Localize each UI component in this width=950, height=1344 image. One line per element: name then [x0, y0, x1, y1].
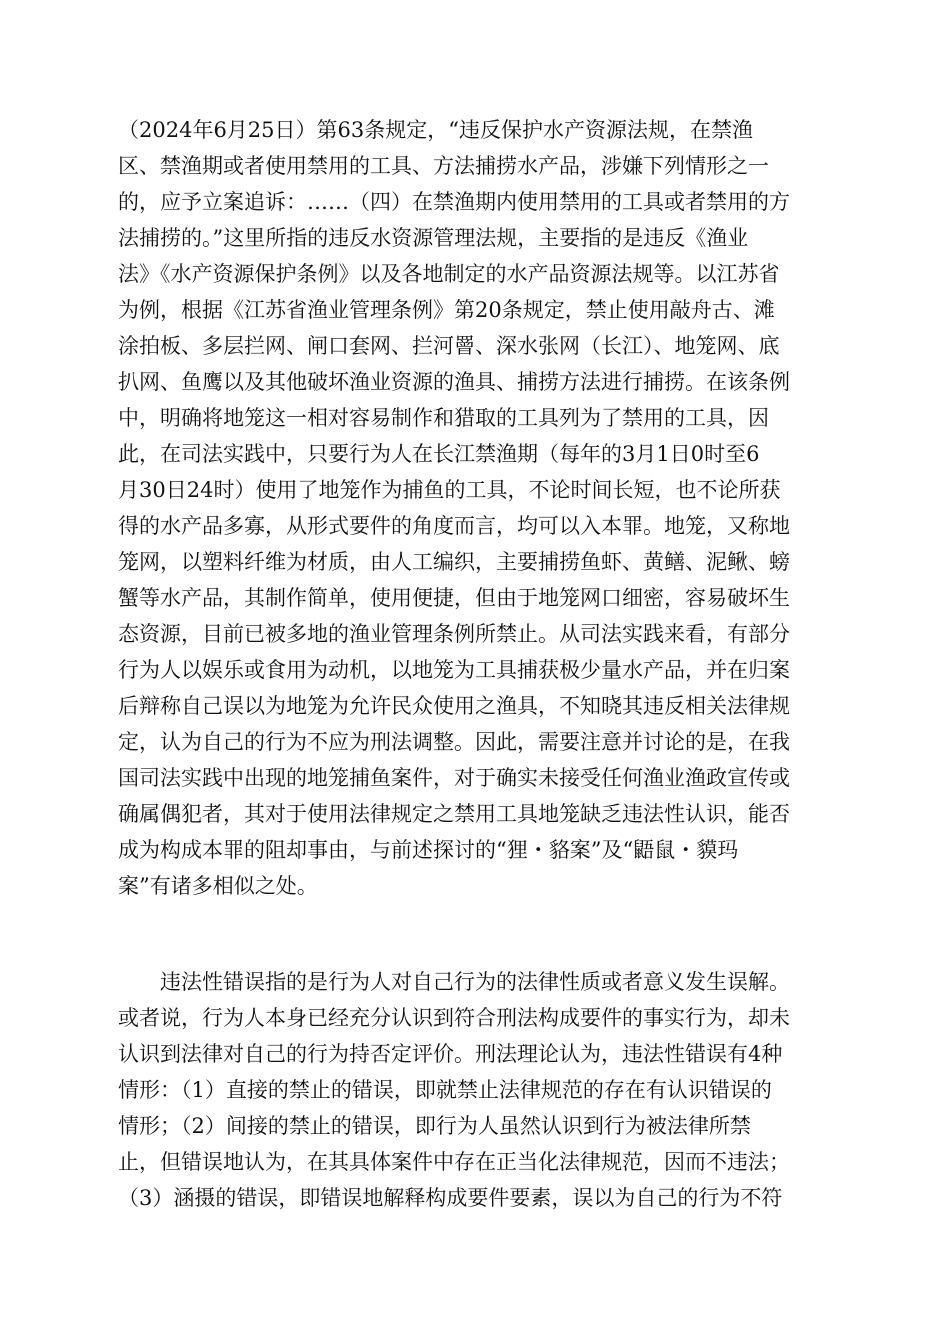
paragraph-2-line-5: 情形；（2）间接的禁止的错误，即行为人虽然认识到行为被法律所禁	[118, 1114, 751, 1138]
paragraph-1-line-22: 案”有诸多相似之处。	[118, 874, 318, 898]
paragraph-1-line-15: 态资源，目前已被多地的渔业管理条例所禁止。从司法实践来看，有部分	[118, 622, 790, 646]
paragraph-1-line-9: 中，明确将地笼这一相对容易制作和猎取的工具列为了禁用的工具，因	[118, 406, 769, 430]
paragraph-1-line-14: 蟹等水产品，其制作简单，使用便捷，但由于地笼网口细密，容易破坏生	[118, 586, 790, 610]
paragraph-1-line-19: 国司法实践中出现的地笼捕鱼案件，对于确实未接受任何渔业渔政宣传或	[118, 766, 790, 790]
paragraph-2-line-3: 认识到法律对自己的行为持否定评价。刑法理论认为，违法性错误有4种	[118, 1042, 783, 1066]
paragraph-1-line-12: 得的水产品多寡，从形式要件的角度而言，均可以入本罪。地笼，又称地	[118, 514, 790, 538]
paragraph-1-line-17: 后辩称自己误以为地笼为允许民众使用之渔具，不知晓其违反相关法律规	[118, 694, 790, 718]
paragraph-1-line-4: 法捕捞的。”这里所指的违反水资源管理法规，主要指的是违反《渔业	[118, 226, 749, 250]
paragraph-2-line-6: 止，但错误地认为，在其具体案件中存在正当化法律规范，因而不违法；	[118, 1150, 790, 1174]
paragraph-1-line-10: 此，在司法实践中，只要行为人在长江禁渔期（每年的3月1日0时至6	[118, 442, 760, 466]
paragraph-1-line-8: 扒网、鱼鹰以及其他破坏渔业资源的渔具、捕捞方法进行捕捞。在该条例	[118, 370, 790, 394]
paragraph-1-line-1: （2024年6月25日）第63条规定，“违反保护水产资源法规，在禁渔	[118, 118, 753, 142]
paragraph-2-line-2: 或者说，行为人本身已经充分认识到符合刑法构成要件的事实行为，却未	[118, 1006, 790, 1030]
paragraph-1-line-7: 涂拍板、多层拦网、闸口套网、拦河罾、深水张网（长江）、地笼网、底	[118, 334, 780, 358]
paragraph-1-line-18: 定，认为自己的行为不应为刑法调整。因此，需要注意并讨论的是，在我	[118, 730, 790, 754]
paragraph-1-line-20: 确属偶犯者，其对于使用法律规定之禁用工具地笼缺乏违法性认识，能否	[118, 802, 790, 826]
paragraph-1-line-6: 为例，根据《江苏省渔业管理条例》第20条规定，禁止使用敲舟古、滩	[118, 298, 775, 322]
paragraph-1-line-2: 区、禁渔期或者使用禁用的工具、方法捕捞水产品，涉嫌下列情形之一	[118, 154, 769, 178]
paragraph-1-line-16: 行为人以娱乐或食用为动机，以地笼为工具捕获极少量水产品，并在归案	[118, 658, 790, 682]
paragraph-2-line-1: 违法性错误指的是行为人对自己行为的法律性质或者意义发生误解。	[160, 970, 790, 994]
paragraph-1-line-5: 法》《水产资源保护条例》以及各地制定的水产品资源法规等。以江苏省	[118, 262, 780, 286]
paragraph-2-line-4: 情形：（1）直接的禁止的错误，即就禁止法律规范的存在有认识错误的	[118, 1078, 772, 1102]
paragraph-2-line-7: （3）涵摄的错误，即错误地解释构成要件要素，误以为自己的行为不符	[118, 1186, 783, 1210]
paragraph-1-line-3: 的，应予立案追诉：……（四）在禁渔期内使用禁用的工具或者禁用的方	[118, 190, 790, 214]
paragraph-1-line-13: 笼网，以塑料纤维为材质，由人工编织，主要捕捞鱼虾、黄鳝、泥鳅、螃	[118, 550, 790, 574]
paragraph-1-line-11: 月30日24时）使用了地笼作为捕鱼的工具，不论时间长短，也不论所获	[118, 478, 781, 502]
paragraph-1-line-21: 成为构成本罪的阻却事由，与前述探讨的“狸・貉案”及“鼯鼠・貘玛	[118, 838, 739, 862]
